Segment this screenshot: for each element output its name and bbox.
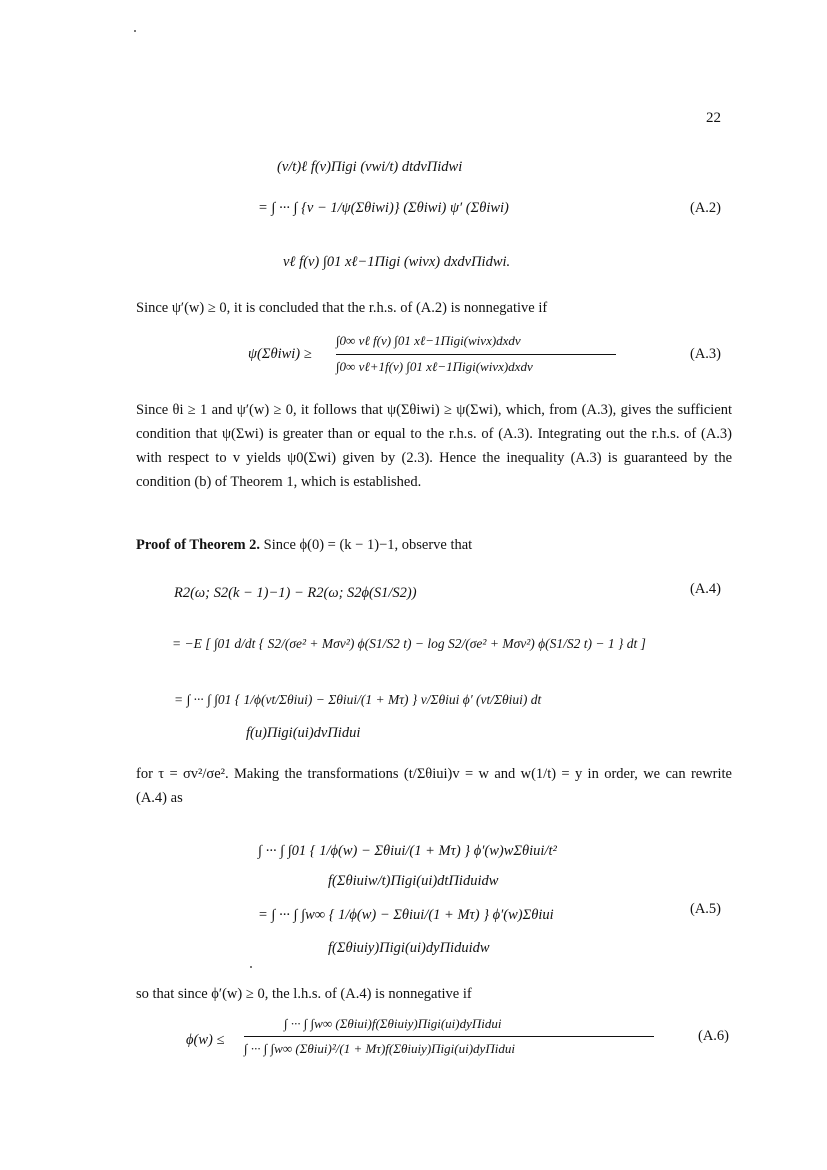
eq-A6-fraction-bar xyxy=(244,1036,654,1037)
eq-A4-line4: f(u)Πigi(ui)dvΠidui xyxy=(246,725,361,741)
eq-A4-line2: = −E [ ∫01 d/dt { S2/(σe² + Mσv²) ϕ(S1/S2 t) − log S2/(σe² + Mσv²) ϕ(S1/S2 t) − 1 } dt ] xyxy=(172,636,646,651)
paragraph-1: Since ψ′(w) ≥ 0, it is concluded that the r.h.s. of (A.2) is nonnegative if xyxy=(136,300,548,316)
eq-A6-lhs: ϕ(w) ≤ xyxy=(186,1032,225,1048)
eq-A4-line3: = ∫ ··· ∫ ∫01 { 1/ϕ(vt/Σθiui) − Σθiui/(1 + Mτ) } v/Σθiui ϕ′ (vt/Σθiui) dt xyxy=(174,692,542,707)
eq-A6-label: (A.6) xyxy=(698,1028,730,1044)
eq-A5-line2: f(Σθiuiw/t)Πigi(ui)dtΠiduidw xyxy=(328,873,499,889)
eq-A6-denominator: ∫ ··· ∫ ∫w∞ (Σθiui)²/(1 + Mτ)f(Σθiuiy)Πigi(ui)dyΠidui xyxy=(244,1041,515,1056)
eq-A3-numerator: ∫0∞ vℓ f(v) ∫01 xℓ−1Πigi(wivx)dxdv xyxy=(336,333,521,348)
eq-A3-fraction-bar xyxy=(336,354,616,355)
scan-speck xyxy=(250,966,252,968)
eq-A5-line1: ∫ ··· ∫ ∫01 { 1/ϕ(w) − Σθiui/(1 + Mτ) } ϕ′(w)wΣθiui/t² xyxy=(258,843,557,859)
paragraph-4: so that since ϕ′(w) ≥ 0, the l.h.s. of (A.4) is nonnegative if xyxy=(136,986,472,1002)
eq-A2-label: (A.2) xyxy=(690,200,722,216)
eq-A2-line1: (v/t)ℓ f(v)Πigi (vwi/t) dtdvΠidwi xyxy=(277,159,463,175)
proof-heading: Proof of Theorem 2. xyxy=(136,537,261,553)
eq-A3-denominator: ∫0∞ vℓ+1f(v) ∫01 xℓ−1Πigi(wivx)dxdv xyxy=(336,359,533,374)
proof-intro-text: Since ϕ(0) = (k − 1)−1, observe that xyxy=(263,537,473,553)
eq-A5-label: (A.5) xyxy=(690,901,722,917)
page-number: 22 xyxy=(706,110,721,126)
paragraph-3: for τ = σv²/σe². Making the transformations (t/Σθiui)v = w and w(1/t) = y in order, we can rewrite (A.4) as xyxy=(136,766,732,806)
paragraph-2: Since θi ≥ 1 and ψ′(w) ≥ 0, it follows that ψ(Σθiwi) ≥ ψ(Σwi), which, from (A.3), gives the sufficient condition that ψ(Σwi) is greater than or equal to the r.h.s. of (A.3). Integrating out the r.h.s. of (A.3) with respect to v yields ψ0(Σwi) given by (2.3). Hence the inequality (A.3) is guaranteed by the condition (b) of Theorem 1, which is established. xyxy=(136,402,732,490)
eq-A2-line3: vℓ f(v) ∫01 xℓ−1Πigi (wivx) dxdvΠidwi. xyxy=(283,254,511,270)
scan-speck xyxy=(134,30,136,32)
eq-A4-label: (A.4) xyxy=(690,581,722,597)
eq-A5-line3: = ∫ ··· ∫ ∫w∞ { 1/ϕ(w) − Σθiui/(1 + Mτ) } ϕ′(w)Σθiui xyxy=(258,907,554,923)
eq-A3-label: (A.3) xyxy=(690,346,722,362)
eq-A3-lhs: ψ(Σθiwi) ≥ xyxy=(248,346,312,362)
eq-A4-line1: R2(ω; S2(k − 1)−1) − R2(ω; S2ϕ(S1/S2)) xyxy=(174,585,417,601)
eq-A5-line4: f(Σθiuiy)Πigi(ui)dyΠiduidw xyxy=(328,940,490,956)
eq-A2-line2: = ∫ ··· ∫ {v − 1/ψ(Σθiwi)} (Σθiwi) ψ′ (Σθiwi) xyxy=(258,200,509,216)
eq-A6-numerator: ∫ ··· ∫ ∫w∞ (Σθiui)f(Σθiuiy)Πigi(ui)dyΠidui xyxy=(284,1016,502,1031)
proof-line xyxy=(136,537,472,554)
